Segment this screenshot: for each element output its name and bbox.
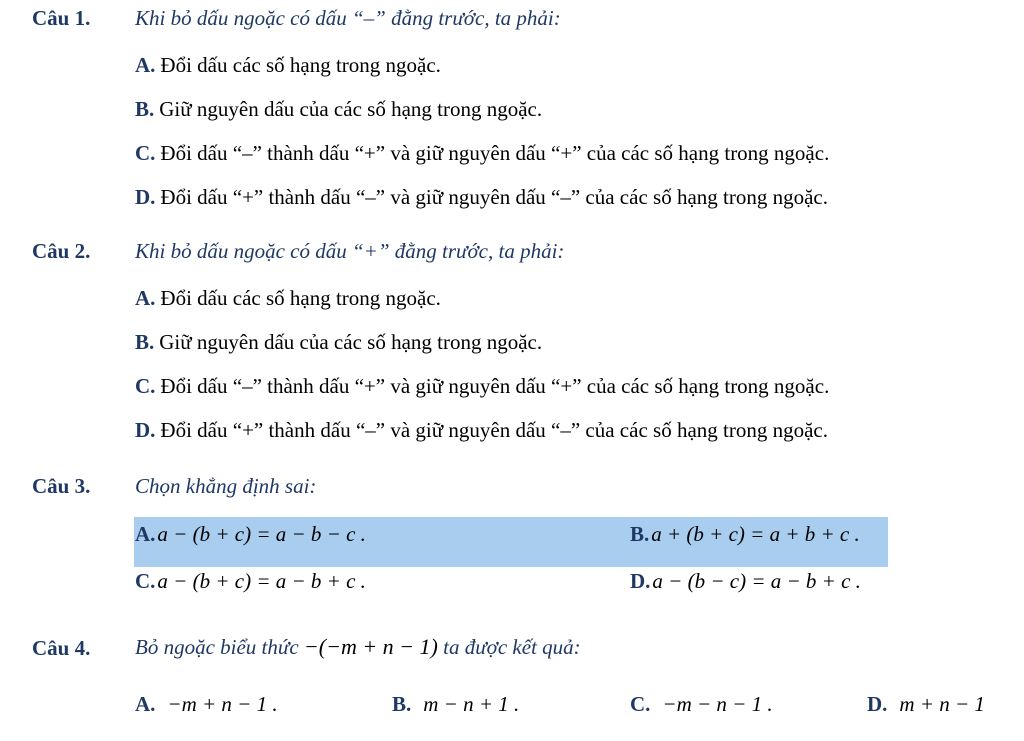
q2-option-c xyxy=(135,374,829,399)
q2-option-b xyxy=(135,330,542,355)
option-text: Đổi dấu các số hạng trong ngoặc. xyxy=(160,53,441,77)
option-letter: B. xyxy=(392,692,412,716)
option-letter: C. xyxy=(135,374,156,398)
option-text: Giữ nguyên dấu của các số hạng trong ngoặc. xyxy=(159,97,543,121)
prompt-text-after: ta được kết quả: xyxy=(443,635,581,659)
q1-option-a xyxy=(135,53,441,78)
question-1-label: Câu 1. xyxy=(32,6,91,30)
option-letter: B. xyxy=(135,97,155,121)
option-formula: m − n + 1 . xyxy=(423,692,520,716)
option-letter: A. xyxy=(135,53,156,77)
option-formula: a − (b − c) = a − b + c . xyxy=(652,569,861,593)
option-text: Giữ nguyên dấu của các số hạng trong ngoặc. xyxy=(159,330,543,354)
option-letter: C. xyxy=(135,141,156,165)
question-3-prompt: Chọn khẳng định sai: xyxy=(135,474,317,498)
option-text: Đổi dấu các số hạng trong ngoặc. xyxy=(160,286,441,310)
q1-option-d xyxy=(135,185,828,210)
q3-option-d xyxy=(630,569,861,594)
option-formula: a − (b + c) = a − b − c . xyxy=(157,522,366,546)
option-letter: D. xyxy=(630,569,651,593)
q3-option-a xyxy=(135,522,366,547)
option-letter: D. xyxy=(867,692,888,716)
option-letter: C. xyxy=(135,569,156,593)
option-letter: D. xyxy=(135,418,156,442)
option-letter: A. xyxy=(135,286,156,310)
q2-option-a xyxy=(135,286,441,311)
option-text: Đổi dấu “–” thành dấu “+” và giữ nguyên dấu “+” của các số hạng trong ngoặc. xyxy=(160,141,830,165)
question-2-prompt: Khi bỏ dấu ngoặc có dấu “+” đằng trước, ta phải: xyxy=(135,239,565,263)
prompt-text-before: Bỏ ngoặc biểu thức xyxy=(135,635,299,659)
option-letter: B. xyxy=(135,330,155,354)
q2-option-d xyxy=(135,418,828,443)
option-letter: B. xyxy=(630,522,650,546)
question-4-label: Câu 4. xyxy=(32,636,91,660)
q4-option-b xyxy=(392,692,519,717)
option-formula: m + n − 1 xyxy=(899,692,985,716)
option-formula: a − (b + c) = a − b + c . xyxy=(157,569,366,593)
q4-option-c xyxy=(630,692,773,717)
option-text: Đổi dấu “+” thành dấu “–” và giữ nguyên dấu “–” của các số hạng trong ngoặc. xyxy=(160,418,828,442)
option-formula: −m + n − 1 . xyxy=(167,692,278,716)
question-2-label: Câu 2. xyxy=(32,239,91,263)
q1-option-b xyxy=(135,97,542,122)
option-text: Đổi dấu “–” thành dấu “+” và giữ nguyên dấu “+” của các số hạng trong ngoặc. xyxy=(160,374,830,398)
q3-option-b xyxy=(630,522,860,547)
option-letter: D. xyxy=(135,185,156,209)
question-4-prompt xyxy=(135,634,581,660)
option-formula: a + (b + c) = a + b + c . xyxy=(651,522,860,546)
q3-option-c xyxy=(135,569,366,594)
question-1-prompt: Khi bỏ dấu ngoặc có dấu “–” đằng trước, ta phải: xyxy=(135,6,561,30)
question-3-label: Câu 3. xyxy=(32,474,91,498)
option-letter: A. xyxy=(135,522,156,546)
option-letter: A. xyxy=(135,692,156,716)
option-formula: −m − n − 1 . xyxy=(662,692,773,716)
option-letter: C. xyxy=(630,692,651,716)
q1-option-c xyxy=(135,141,829,166)
prompt-expression: −(−m + n − 1) xyxy=(303,634,438,659)
q4-option-d xyxy=(867,692,985,717)
option-text: Đổi dấu “+” thành dấu “–” và giữ nguyên dấu “–” của các số hạng trong ngoặc. xyxy=(160,185,828,209)
q4-option-a xyxy=(135,692,278,717)
